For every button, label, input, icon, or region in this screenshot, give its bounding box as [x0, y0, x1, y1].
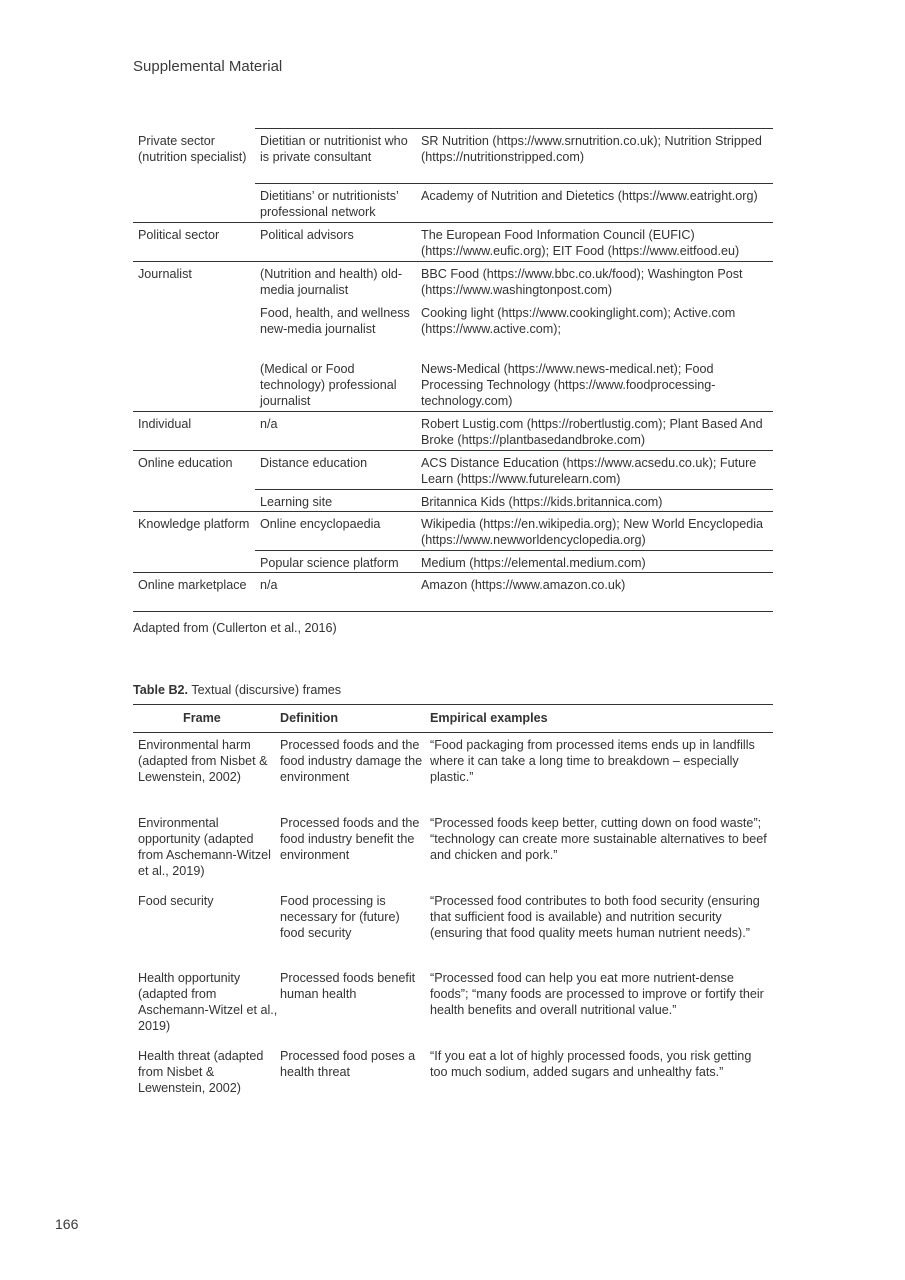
example-cell: News-Medical (https://www.news-medical.net); Food Processing Technology (https://www.foodprocessing-technology.com): [421, 362, 716, 408]
type-cell: (Medical or Food technology) professional journalist: [260, 362, 397, 408]
table-label: Table B2.: [133, 683, 189, 697]
column-header-frame: Frame: [183, 711, 221, 725]
header-rule: [133, 732, 773, 733]
example-cell: Cooking light (https://www.cookinglight.com); Active.com (https://www.active.com);: [421, 306, 736, 336]
frame-cell: Environmental harm (adapted from Nisbet & Lewenstein, 2002): [138, 738, 268, 784]
type-cell: Distance education: [260, 456, 368, 470]
example-cell: BBC Food (https://www.bbc.co.uk/food); Washington Post (https://www.washingtonpost.com): [421, 267, 743, 297]
example-cell: Medium (https://elemental.medium.com): [421, 556, 646, 570]
type-cell: Popular science platform: [260, 556, 399, 570]
example-cell: The European Food Information Council (EUFIC) (https://www.eufic.org); EIT Food (https://www.eitfood.eu): [421, 228, 740, 258]
page-number: 166: [55, 1216, 79, 1232]
row-rule: [133, 411, 773, 412]
type-cell: (Nutrition and health) old-media journalist: [260, 267, 403, 297]
category-cell: Online marketplace: [138, 578, 247, 592]
example-cell: Robert Lustig.com (https://robertlustig.com); Plant Based And Broke (https://plantbasedandbroke.com): [421, 417, 763, 447]
row-rule: [133, 261, 773, 262]
column-header-examples: Empirical examples: [430, 711, 548, 725]
definition-cell: Processed foods and the food industry damage the environment: [280, 738, 423, 784]
category-cell: Private sector (nutrition specialist): [138, 134, 247, 164]
row-rule: [255, 183, 773, 184]
frame-cell: Health threat (adapted from Nisbet & Lewenstein, 2002): [138, 1049, 264, 1095]
type-cell: Dietitians’ or nutritionists’ professional network: [260, 189, 399, 219]
table-top-rule: [255, 128, 773, 129]
table-b2-title: [133, 682, 341, 698]
example-cell: Academy of Nutrition and Dietetics (https://www.eatright.org): [421, 189, 758, 203]
table-bottom-rule: [133, 611, 773, 612]
table-top-rule: [133, 704, 773, 705]
example-cell: “Processed foods keep better, cutting down on food waste”; “technology can create more sustainable alternatives to beef and chicken and pork.”: [430, 816, 767, 862]
example-cell: “If you eat a lot of highly processed foods, you risk getting too much sodium, added sugars and unhealthy fats.”: [430, 1049, 752, 1079]
example-cell: Wikipedia (https://en.wikipedia.org); New World Encyclopedia (https://www.newworldencyclopedia.org): [421, 517, 764, 547]
row-rule: [133, 511, 773, 512]
row-rule: [133, 222, 773, 223]
type-cell: Online encyclopaedia: [260, 517, 381, 531]
table-title-text: Textual (discursive) frames: [191, 683, 342, 697]
type-cell: n/a: [260, 578, 278, 592]
category-cell: Knowledge platform: [138, 517, 250, 531]
row-rule: [255, 489, 773, 490]
example-cell: “Processed food can help you eat more nutrient-dense foods”; “many foods are processed to improve or fortify their health benefits and overall nutritional value.”: [430, 971, 764, 1017]
frame-cell: Environmental opportunity (adapted from Aschemann-Witzel et al., 2019): [138, 816, 271, 878]
category-cell: Journalist: [138, 267, 192, 281]
definition-cell: Processed foods and the food industry benefit the environment: [280, 816, 420, 862]
example-cell: “Food packaging from processed items ends up in landfills where it can take a long time to breakdown – especially plastic.”: [430, 738, 755, 784]
example-cell: “Processed food contributes to both food security (ensuring that sufficient food is available) and nutrition security (ensuring that food quality meets human nutrient needs).”: [430, 894, 760, 940]
type-cell: Learning site: [260, 495, 333, 509]
category-cell: Online education: [138, 456, 233, 470]
type-cell: n/a: [260, 417, 278, 431]
type-cell: Political advisors: [260, 228, 354, 242]
column-header-definition: Definition: [280, 711, 339, 725]
row-rule: [255, 550, 773, 551]
row-rule: [133, 572, 773, 573]
frame-cell: Food security: [138, 894, 214, 908]
type-cell: Food, health, and wellness new-media journalist: [260, 306, 410, 336]
page-header: Supplemental Material: [133, 58, 283, 75]
definition-cell: Food processing is necessary for (future) food security: [280, 894, 400, 940]
type-cell: Dietitian or nutritionist who is private consultant: [260, 134, 408, 164]
table-b1-caption: Adapted from (Cullerton et al., 2016): [133, 621, 337, 635]
example-cell: SR Nutrition (https://www.srnutrition.co.uk); Nutrition Stripped (https://nutritionstripped.com): [421, 134, 762, 164]
row-rule: [133, 450, 773, 451]
category-cell: Political sector: [138, 228, 220, 242]
example-cell: Britannica Kids (https://kids.britannica.com): [421, 495, 663, 509]
example-cell: ACS Distance Education (https://www.acsedu.co.uk); Future Learn (https://www.futurelearn.com): [421, 456, 757, 486]
frame-cell: Health opportunity (adapted from Aschemann-Witzel et al., 2019): [138, 971, 278, 1033]
definition-cell: Processed food poses a health threat: [280, 1049, 416, 1079]
definition-cell: Processed foods benefit human health: [280, 971, 416, 1001]
category-cell: Individual: [138, 417, 192, 431]
example-cell: Amazon (https://www.amazon.co.uk): [421, 578, 626, 592]
